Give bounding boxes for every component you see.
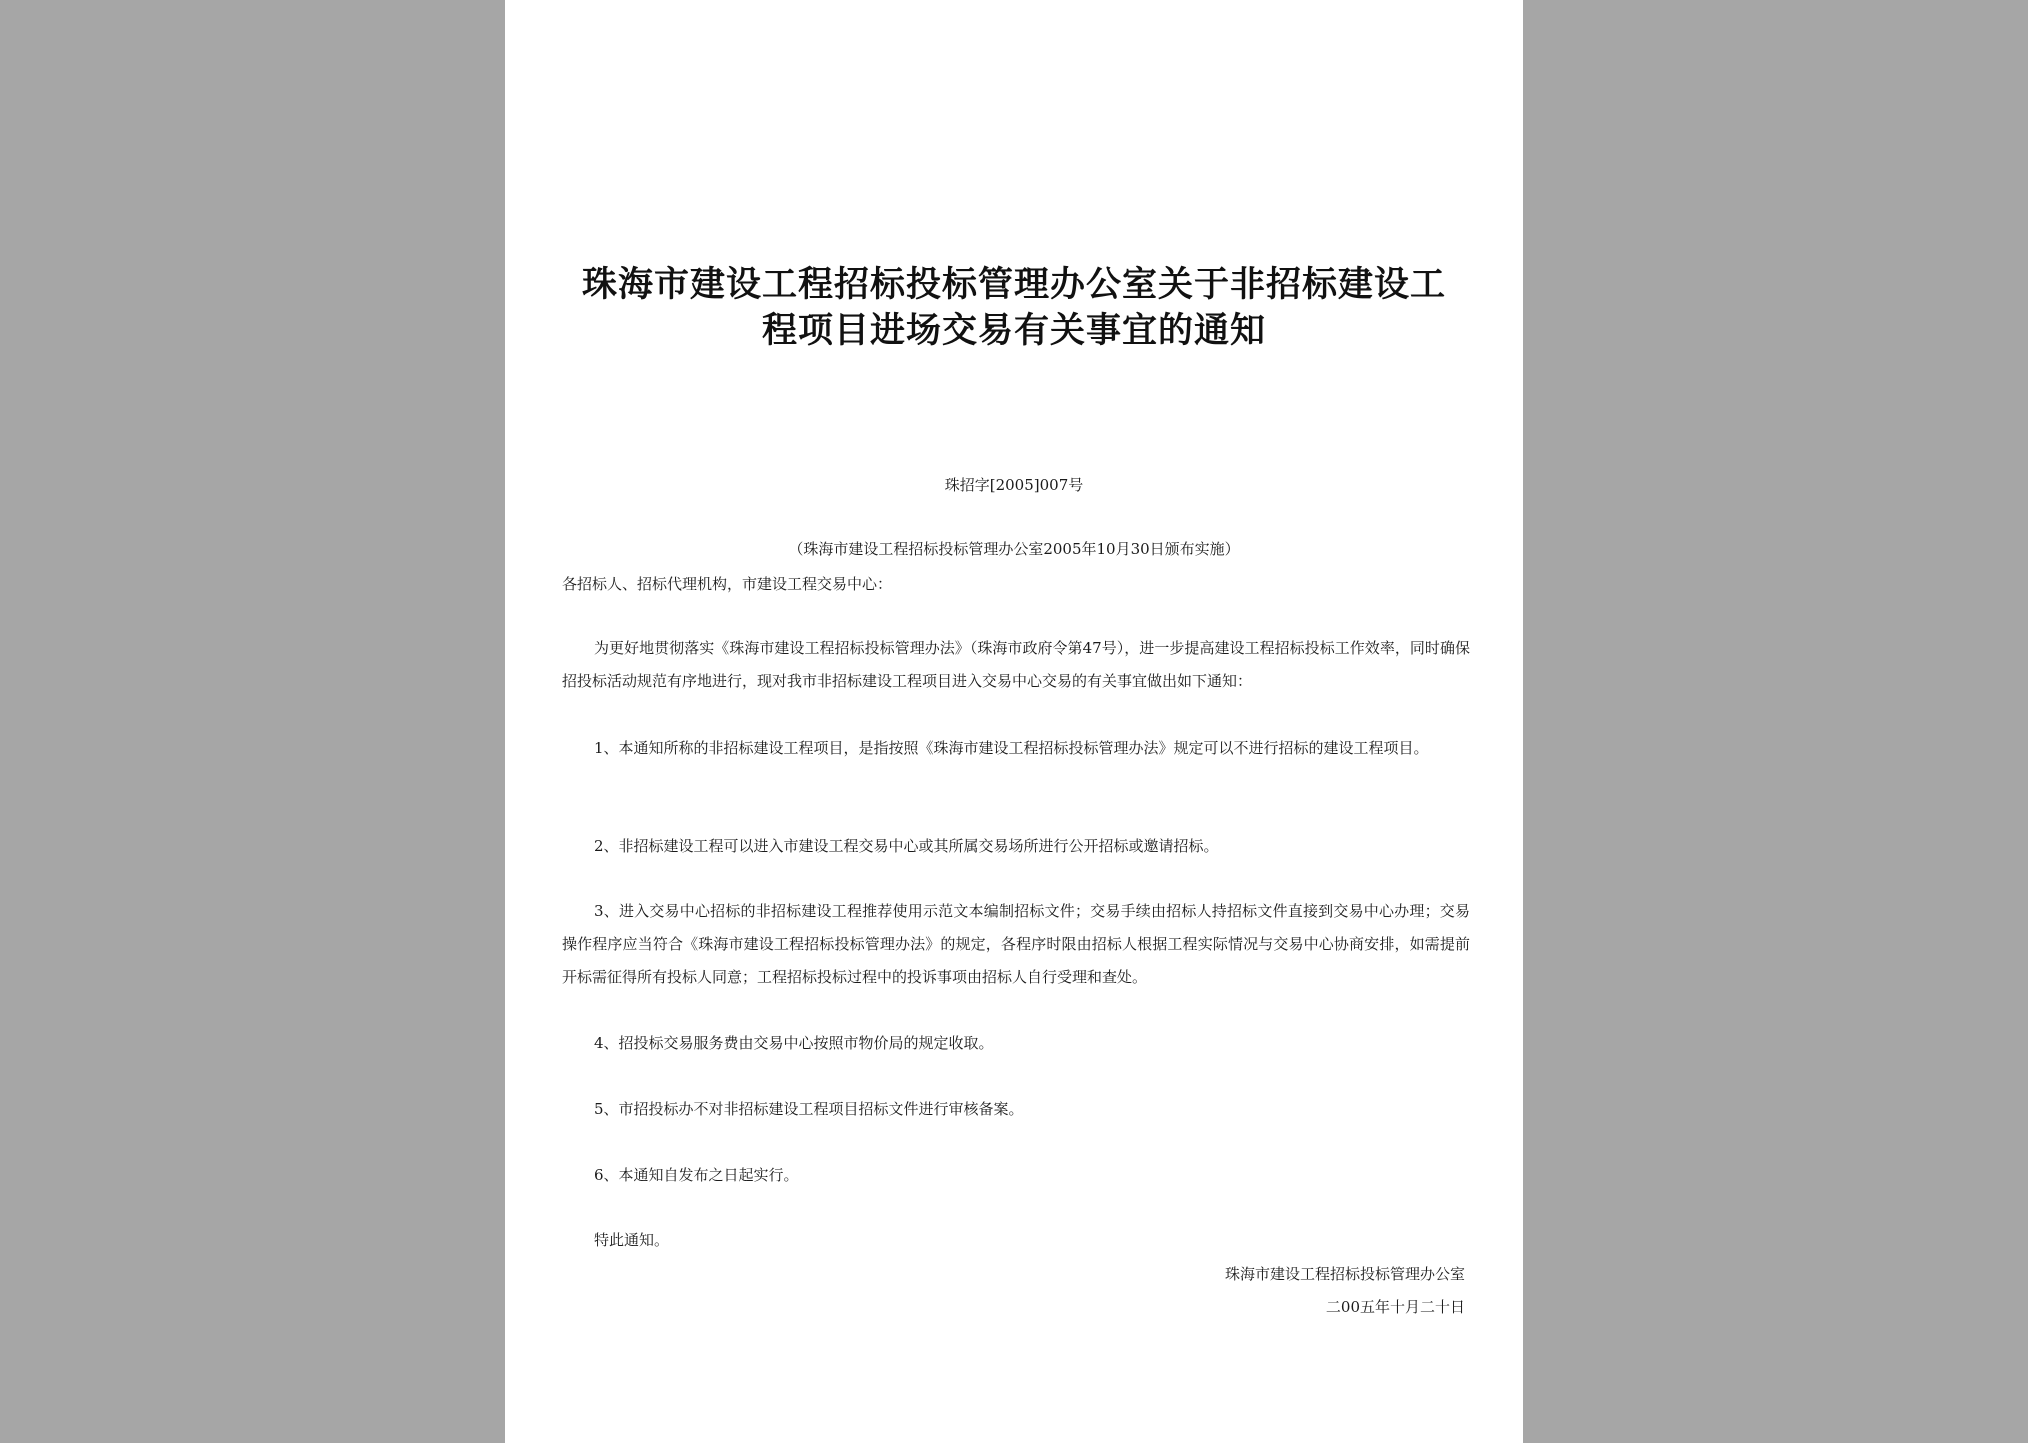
item-5: 5、市招投标办不对非招标建设工程项目招标文件进行审核备案。 bbox=[594, 1100, 1024, 1118]
item-4: 4、招投标交易服务费由交易中心按照市物价局的规定收取。 bbox=[594, 1034, 994, 1052]
document-title bbox=[545, 262, 1483, 354]
signature-date: 二00五年十月二十日 bbox=[1325, 1298, 1465, 1316]
item-2: 2、非招标建设工程可以进入市建设工程交易中心或其所属交易场所进行公开招标或邀请招标。 bbox=[594, 837, 1219, 855]
title-line-1: 珠海市建设工程招标投标管理办公室关于非招标建设工 bbox=[581, 265, 1446, 305]
document-number: 珠招字[2005]007号 bbox=[944, 476, 1084, 494]
item-1: 1、本通知所称的非招标建设工程项目，是指按照《珠海市建设工程招标投标管理办法》规定可以不进行招标的建设工程项目。 bbox=[594, 739, 1429, 757]
item-3: 3、进入交易中心招标的非招标建设工程推荐使用示范文本编制招标文件；交易手续由招标人持招标文件直接到交易中心办理；交易操作程序应当符合《珠海市建设工程招标投标管理办法》的规定，各程序时限由招标人根据工程实际情况与交易中心协商安排，如需提前开标需征得所有投标人同意；工程招标投标过程中的投诉事项由招标人自行受理和查处。 bbox=[562, 902, 1470, 986]
issue-note: （珠海市建设工程招标投标管理办公室2005年10月30日颁布实施） bbox=[788, 540, 1240, 558]
signature-organization: 珠海市建设工程招标投标管理办公室 bbox=[1224, 1265, 1465, 1283]
intro-paragraph: 为更好地贯彻落实《珠海市建设工程招标投标管理办法》（珠海市政府令第47号），进一步提高建设工程招标投标工作效率，同时确保招投标活动规范有序地进行，现对我市非招标建设工程项目进入交易中心交易的有关事宜做出如下通知： bbox=[562, 639, 1470, 690]
closing-line: 特此通知。 bbox=[594, 1231, 670, 1249]
title-line-2: 程项目进场交易有关事宜的通知 bbox=[761, 311, 1266, 351]
item-6: 6、本通知自发布之日起实行。 bbox=[594, 1166, 799, 1184]
salutation: 各招标人、招标代理机构，市建设工程交易中心： bbox=[562, 575, 893, 593]
document-page bbox=[505, 0, 1523, 1443]
